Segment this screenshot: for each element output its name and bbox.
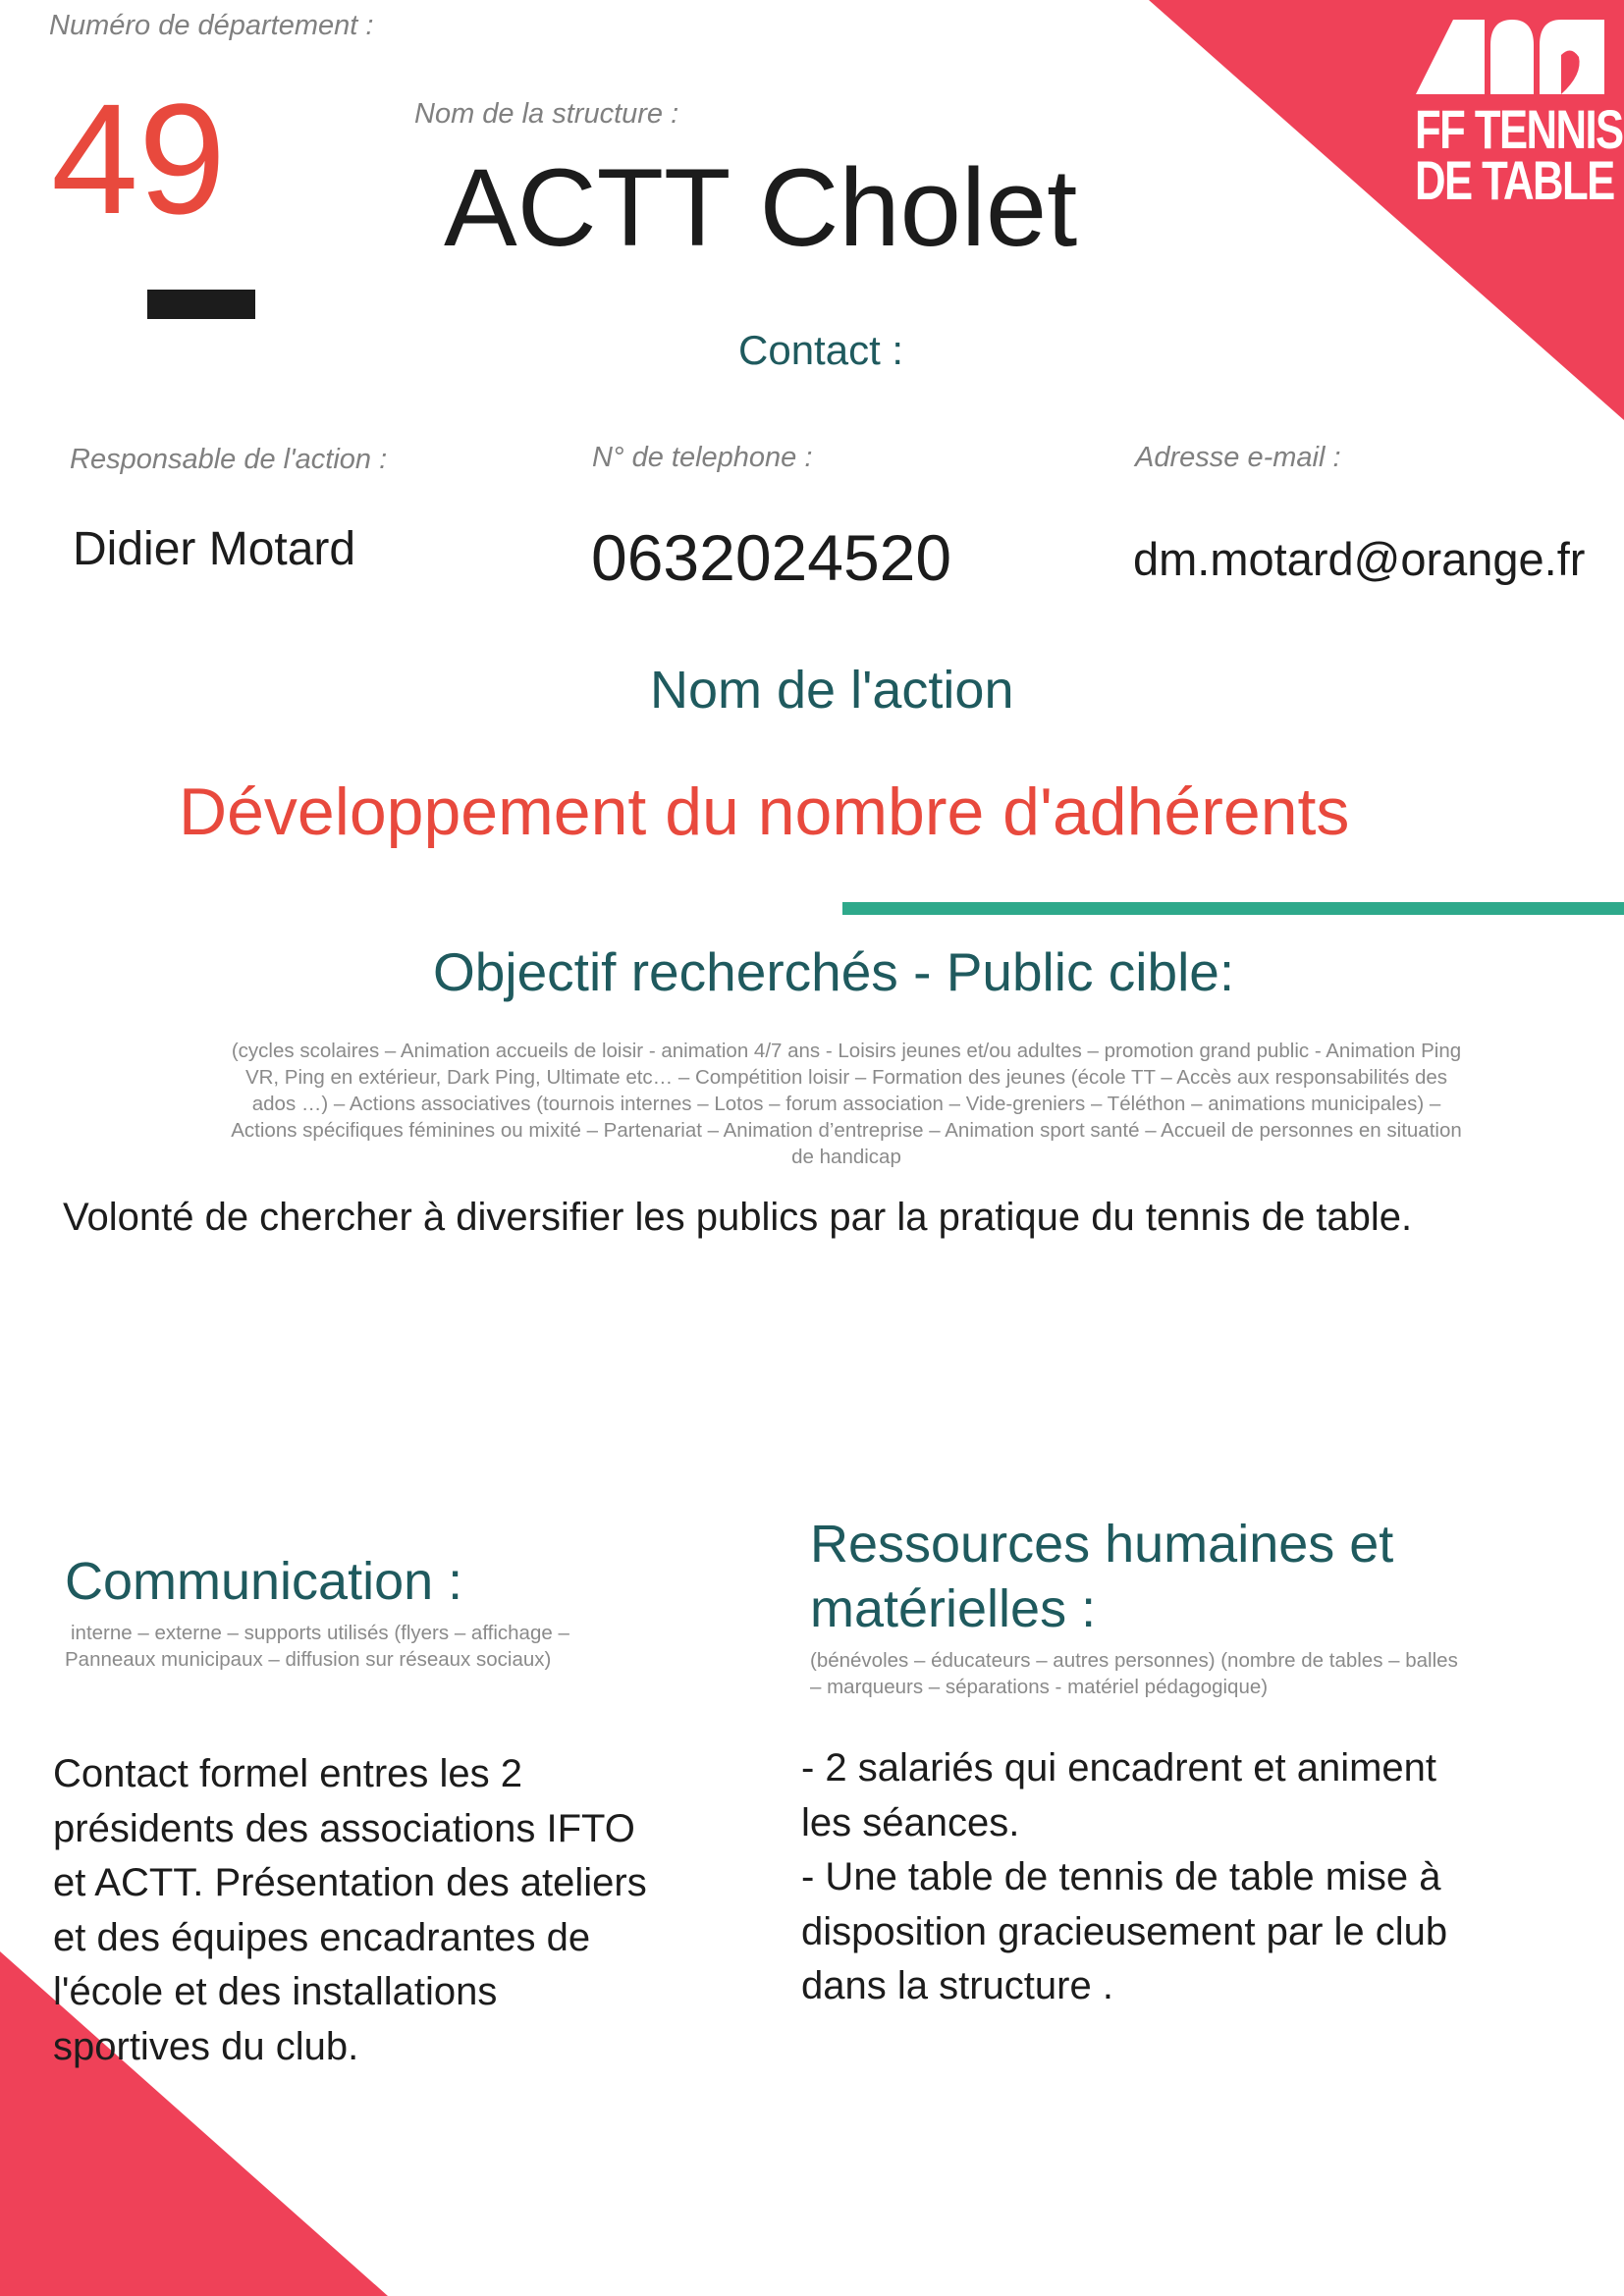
action-name: Développement du nombre d'adhérents bbox=[179, 774, 1350, 849]
structure-label: Nom de la structure : bbox=[414, 98, 679, 130]
logo-text-line1: FF TENNIS bbox=[1415, 98, 1623, 160]
responsible-value: Didier Motard bbox=[73, 523, 356, 575]
resources-hint-line: (bénévoles – éducateurs – autres personnes) (nombre de tables – balles bbox=[810, 1649, 1458, 1672]
logo-text-line2: DE TABLE bbox=[1415, 149, 1614, 211]
email-label: Adresse e-mail : bbox=[1135, 442, 1341, 473]
department-label: Numéro de département : bbox=[49, 10, 374, 41]
communication-text-line: et des équipes encadrantes de bbox=[53, 1915, 591, 1959]
objective-hint-line: ados …) – Actions associatives (tournois internes – Lotos – forum association – Vide-greniers – Téléthon – animations municipales) – bbox=[251, 1093, 1441, 1115]
resources-text-line: disposition gracieusement par le club bbox=[801, 1909, 1448, 1953]
email-value: dm.motard@orange.fr bbox=[1133, 533, 1586, 585]
contact-heading: Contact : bbox=[738, 327, 904, 373]
resources-heading-line: matérielles : bbox=[810, 1579, 1097, 1638]
objective-hint-line: VR, Ping en extérieur, Dark Ping, Ultimate etc… – Compétition loisir – Formation des jeunes (école TT – Accès aux responsabilités des bbox=[244, 1066, 1448, 1089]
communication-hint bbox=[65, 1620, 569, 1673]
resources-text-line: - 2 salariés qui encadrent et animent bbox=[801, 1746, 1437, 1789]
communication-text-line: et ACTT. Présentation des ateliers bbox=[53, 1861, 647, 1904]
communication-text-line: Contact formel entres les 2 bbox=[53, 1752, 522, 1795]
phone-value: 0632024520 bbox=[591, 521, 952, 594]
objective-heading: Objectif recherchés - Public cible: bbox=[433, 941, 1235, 1002]
objective-hint-line: Actions spécifiques féminines ou mixité – Partenariat – Animation d’entreprise – Animation sport santé – Accueil de personnes en situation bbox=[231, 1119, 1462, 1142]
communication-text bbox=[53, 1747, 647, 2074]
resources-hint-line: – marqueurs – séparations - matériel pédagogique) bbox=[810, 1676, 1269, 1698]
objective-text: Volonté de chercher à diversifier les publics par la pratique du tennis de table. bbox=[63, 1196, 1413, 1239]
structure-name: ACTT Cholet bbox=[444, 146, 1078, 269]
department-dash bbox=[147, 290, 255, 319]
communication-hint-line: Panneaux municipaux – diffusion sur réseaux sociaux) bbox=[65, 1648, 552, 1671]
resources-text-line: dans la structure . bbox=[801, 1964, 1113, 2007]
objective-hint bbox=[167, 1038, 1526, 1170]
communication-text-line: présidents des associations IFTO bbox=[53, 1806, 635, 1850]
objective-hint-line: de handicap bbox=[791, 1146, 901, 1168]
responsible-label: Responsable de l'action : bbox=[70, 444, 388, 475]
action-heading: Nom de l'action bbox=[650, 661, 1014, 720]
phone-label: N° de telephone : bbox=[592, 442, 813, 473]
communication-text-line: sportives du club. bbox=[53, 2024, 359, 2068]
resources-hint bbox=[810, 1647, 1458, 1700]
resources-text-line: - Une table de tennis de table mise à bbox=[801, 1855, 1441, 1898]
communication-hint-line: interne – externe – supports utilisés (flyers – affichage – bbox=[71, 1622, 569, 1644]
communication-text-line: l'école et des installations bbox=[53, 1970, 498, 2013]
resources-text-line: les séances. bbox=[801, 1800, 1020, 1844]
communication-heading: Communication : bbox=[65, 1552, 463, 1611]
teal-divider bbox=[842, 902, 1624, 915]
department-number: 49 bbox=[51, 71, 226, 246]
objective-hint-line: (cycles scolaires – Animation accueils de loisir - animation 4/7 ans - Loisirs jeunes et/ou adultes – promotion grand public - Animation Ping bbox=[231, 1040, 1462, 1062]
resources-heading-line: Ressources humaines et bbox=[810, 1515, 1394, 1574]
resources-heading bbox=[810, 1512, 1393, 1641]
resources-text bbox=[801, 1741, 1447, 2014]
